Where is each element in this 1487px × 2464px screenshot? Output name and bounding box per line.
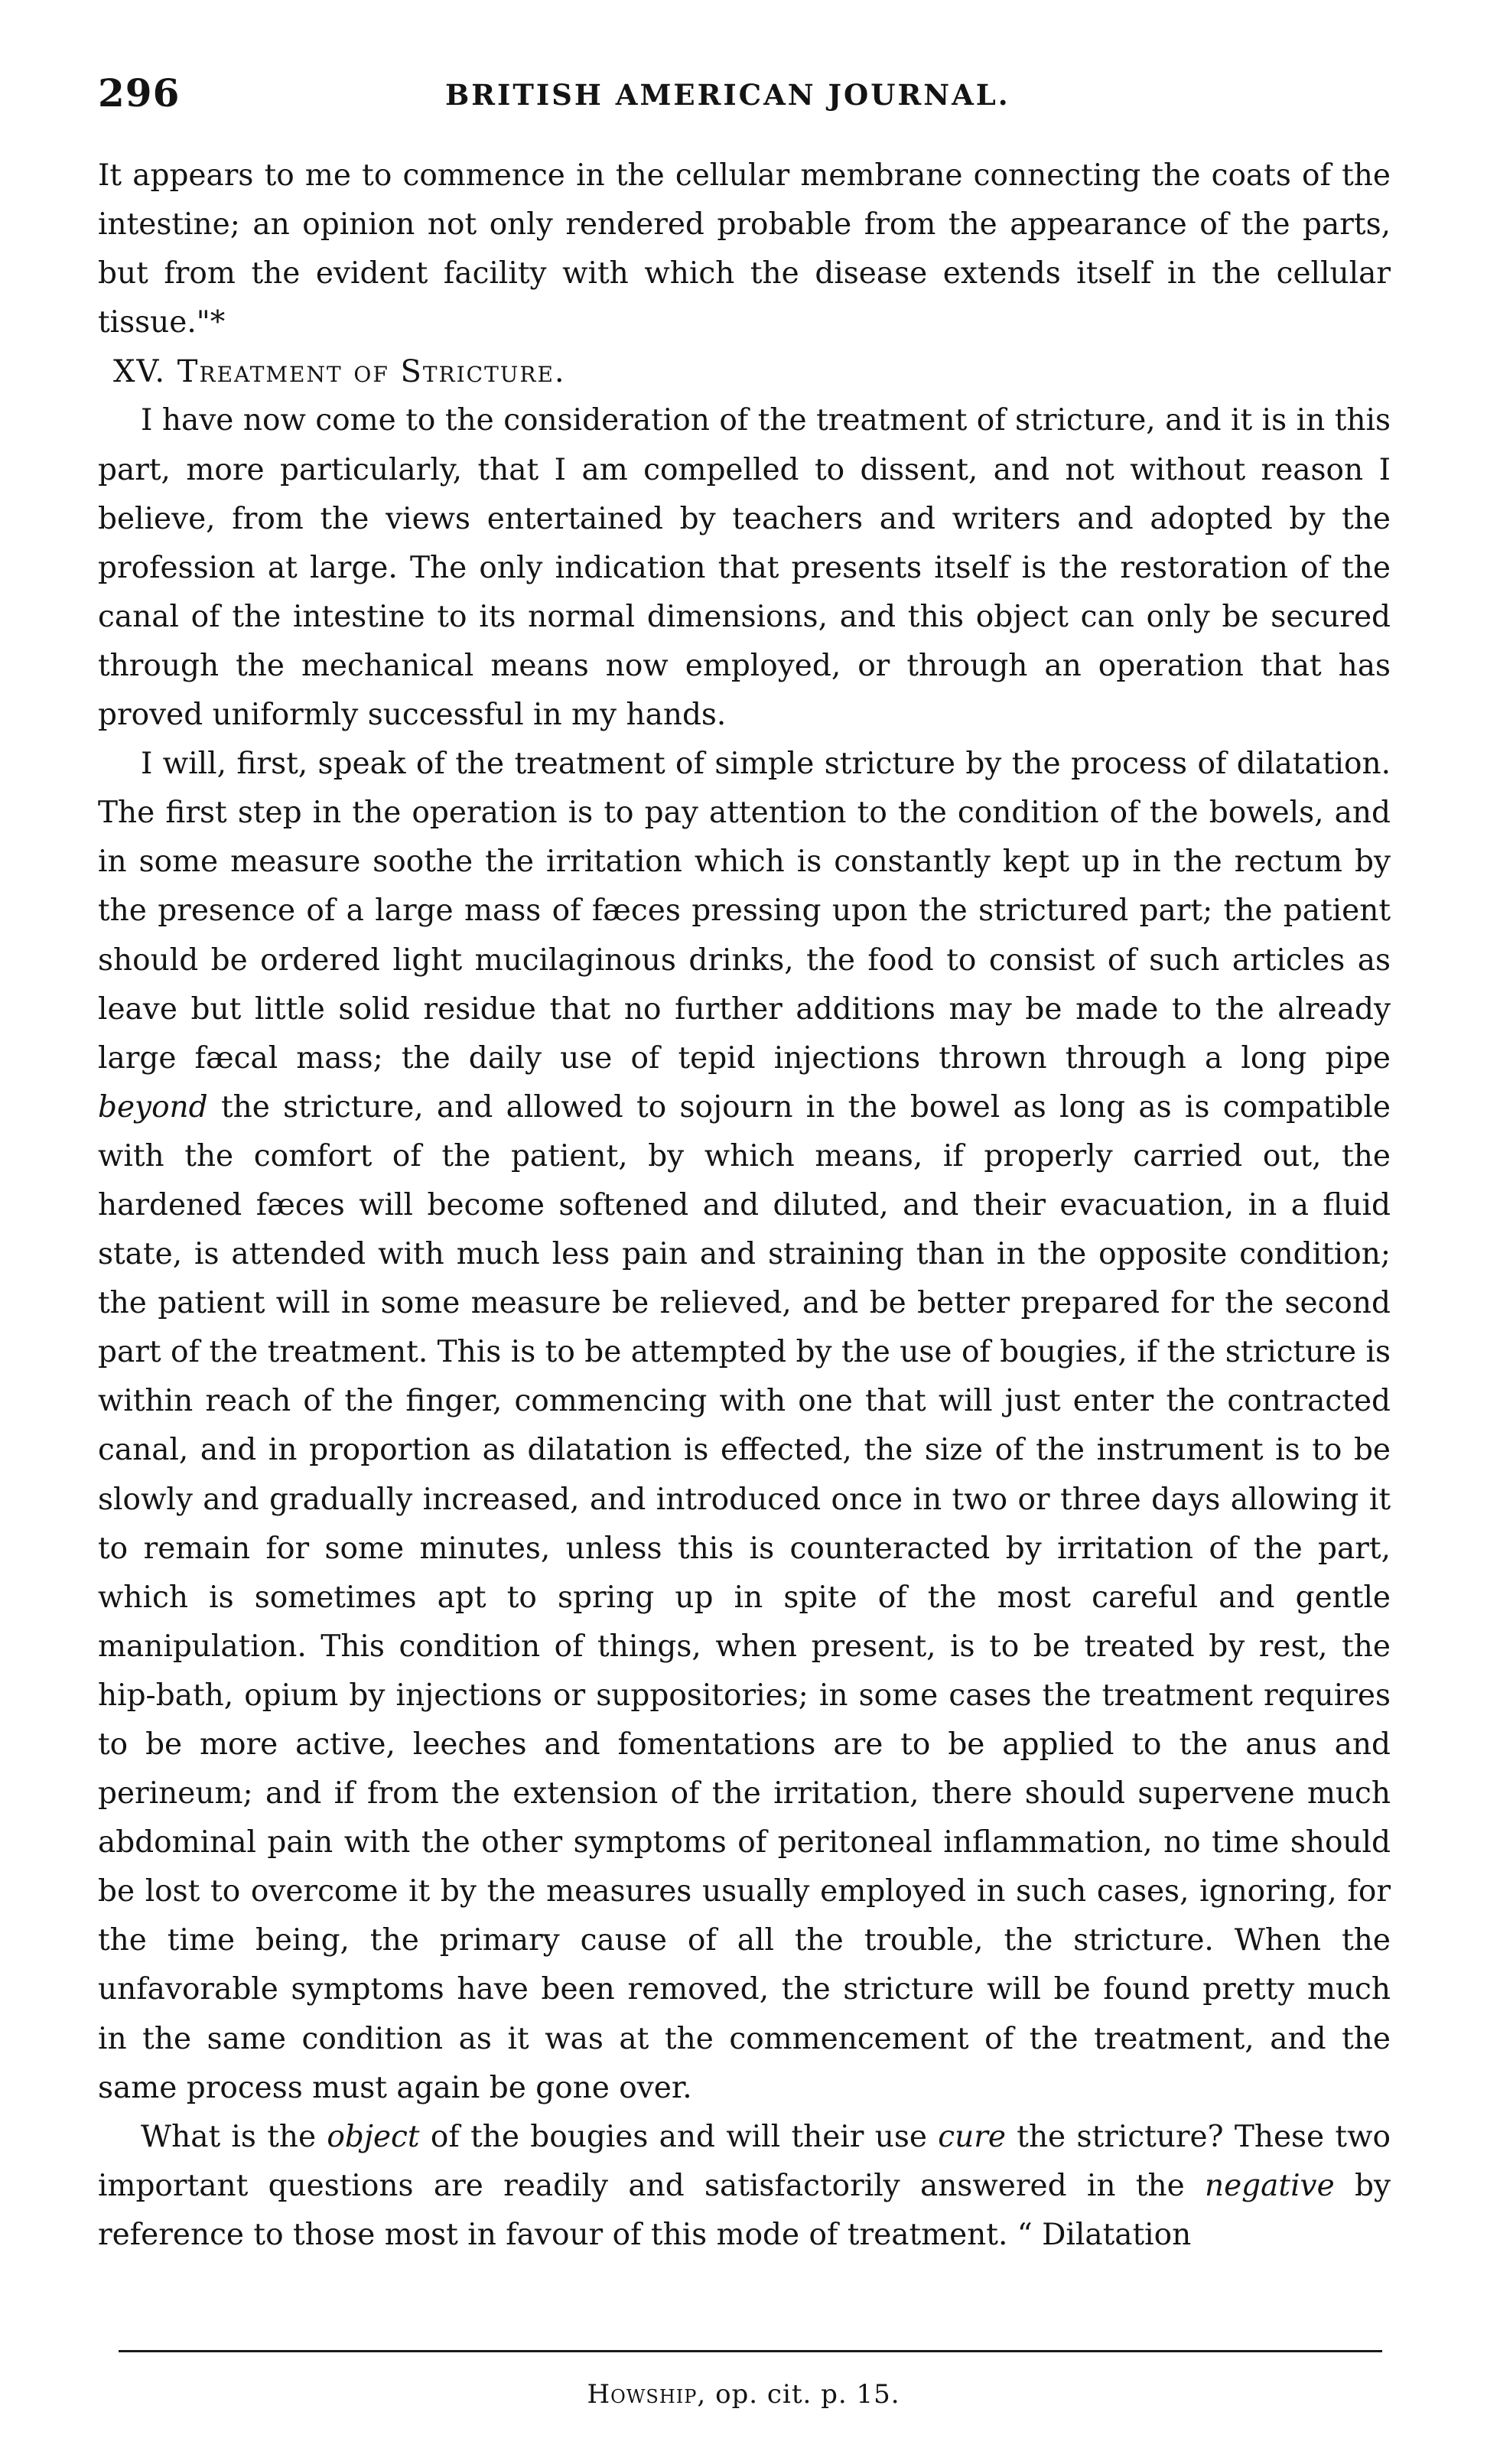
body-text (98, 151, 1391, 2260)
emphasis-negative: negative (1204, 2168, 1335, 2203)
paragraph-bougies-text-b: of the bougies and will their use (430, 2119, 927, 2154)
emphasis-object: object (327, 2119, 420, 2154)
emphasis-beyond: beyond (98, 1089, 208, 1125)
journal-title: BRITISH AMERICAN JOURNAL. (445, 78, 1010, 112)
footnote-author: Howship, (587, 2379, 707, 2410)
paragraph-bougies (98, 2113, 1391, 2260)
page-number: 296 (98, 70, 181, 116)
paragraph-bougies-text-a: What is the (141, 2119, 317, 2154)
paragraph-bougies-text-d: by reference to those most in favour of this mode of treatment. “ Dilatation (98, 2168, 1391, 2252)
paragraph-intro: It appears to me to commence in the cellular membrane connecting the coats of the intestine; an opinion not only rendered probable from the appearance of the parts, but from the evident facility with which the disease extends itself in the cellular tissue."* (98, 158, 1391, 340)
paragraph-treatment-intro: I have now come to the consideration of the treatment of stricture, and it is in this part, more particularly, that I am compelled to dissent, and not without reason I believe, from the views entertained by teachers and writers and adopted by the profession at large. The only indication that presents itself is the restoration of the canal of the intestine to its normal dimensions, and this object can only be secured through the mechanical means now employed, or through an operation that has proved uniformly successful in my hands. (98, 403, 1391, 733)
paragraph-dilatation-text-a: I will, first, speak of the treatment of simple stricture by the process of dilatation. The first step in the operation is to pay attention to the condition of the bowels, and in some measure soothe the irritation which is constantly kept up in the rectum by the presence of a large mass of fæces pressing upon the strictured part; the patient should be ordered light mucilaginous drinks, the food to consist of such articles as leave but little solid residue that no further additions may be made to the already large fæcal mass; the daily use of tepid injections thrown through a long pipe (98, 747, 1391, 1076)
section-heading: XV. Treatment of Stricture. (113, 354, 566, 390)
footnote-citation: op. cit. p. 15. (715, 2379, 900, 2410)
emphasis-cure: cure (938, 2119, 1006, 2154)
paragraph-dilatation (98, 740, 1391, 2113)
footnote-rule (119, 2350, 1382, 2352)
paragraph-bougies-text-c: the stricture? These two important questions are readily and satisfactorily answered in the (98, 2119, 1391, 2203)
running-head (98, 70, 1383, 132)
footnote (0, 2379, 1487, 2410)
paragraph-dilatation-text-b: the stricture, and allowed to sojourn in the bowel as long as is compatible with the comfort of the patient, by which means, if properly carried out, the hardened fæces will become softened and diluted, and their evacuation, in a fluid state, is attended with much less pain and straining than in the opposite condition; the patient will in some measure be relieved, and be better prepared for the second part of the treatment. This is to be attempted by the use of bougies, if the stricture is within reach of the finger, commencing with one that will just enter the contracted canal, and in proportion as dilatation is effected, the size of the instrument is to be slowly and gradually increased, and introduced once in two or three days allowing it to remain for some minutes, unless this is counteracted by irritation of the part, which is sometimes apt to spring up in spite of the most careful and gentle manipulation. This condition of things, when present, is to be treated by rest, the hip-bath, opium by injections or suppositories; in some cases the treatment requires to be more active, leeches and fomentations are to be applied to the anus and perineum; and if from the extension of the irritation, there should supervene much abdominal pain with the other symptoms of peritoneal inflammation, no time should be lost to overcome it by the measures usually employed in such cases, ignoring, for the time being, the primary cause of all the trouble, the stricture. When the unfavorable symptoms have been removed, the stricture will be found pretty much in the same condition as it was at the commencement of the treatment, and the same process must again be gone over. (98, 1089, 1391, 2105)
